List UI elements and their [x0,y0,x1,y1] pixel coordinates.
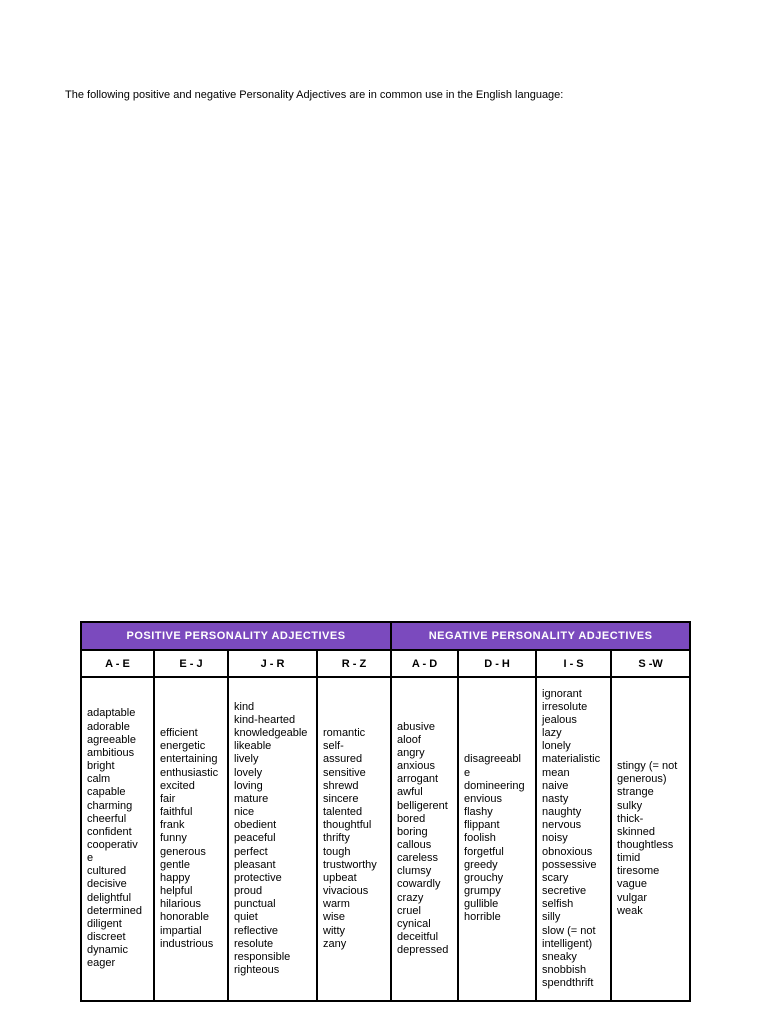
adjective-item: eager [87,957,116,970]
adjective-item: irresolute [542,700,588,713]
adjective-item: self- assured [323,740,363,766]
adjective-item: snobbish [542,963,587,976]
adjective-column-positive-e-j [154,677,228,1001]
adjective-item: tiresome [617,865,660,878]
adjective-item: cynical [397,917,431,930]
range-header: A - E [81,650,154,677]
adjective-item: wise [323,911,346,924]
adjective-item: obedient [234,819,277,832]
adjective-item: efficient [160,727,198,740]
adjective-item: depressed [397,944,449,957]
adjective-lists-row [81,677,690,1001]
adjective-item: kind [234,700,255,713]
adjective-item: gentle [160,858,190,871]
adjective-item: lonely [542,740,571,753]
adjective-item: sneaky [542,950,577,963]
adjective-item: quiet [234,911,258,924]
adjective-item: thoughtful [323,819,372,832]
range-header: R - Z [317,650,391,677]
adjective-item: grouchy [464,871,504,884]
adjective-item: belligerent [397,799,448,812]
adjective-item: bored [397,812,426,825]
adjective-item: deceitful [397,931,439,944]
adjective-column-negative-i-s [536,677,611,1001]
adjective-item: forgetful [464,845,504,858]
adjective-column-negative-s-w [611,677,690,1001]
adjective-item: cooperativ e [87,839,138,865]
adjective-item: ignorant [542,687,582,700]
adjective-item: fair [160,792,176,805]
adjective-item: impartial [160,924,202,937]
adjective-item: aloof [397,733,421,746]
adjective-item: warm [323,898,350,911]
range-header: D - H [458,650,536,677]
range-header: S -W [611,650,690,677]
adjective-item: discreet [87,931,126,944]
adjective-item: resolute [234,937,274,950]
adjective-item: responsible [234,950,291,963]
adjective-item: slow (= not intelligent) [542,924,596,950]
adjective-item: capable [87,786,126,799]
adjective-item: upbeat [323,871,357,884]
adjective-item: foolish [464,832,496,845]
adjective-item: stingy (= not generous) [617,760,678,786]
adjective-item: clumsy [397,865,432,878]
adjective-item: flashy [464,806,493,819]
adjective-item: careless [397,852,439,865]
adjective-item: faithful [160,806,193,819]
adjective-item: romantic [323,727,366,740]
adjective-item: diligent [87,917,122,930]
adjective-item: sensitive [323,766,366,779]
adjective-item: mature [234,792,269,805]
adjective-item: crazy [397,891,424,904]
adjective-item: lively [234,753,259,766]
adjective-item: silly [542,911,561,924]
personality-adjectives-table [80,621,691,1002]
adjective-item: knowledgeable [234,727,308,740]
adjective-item: hilarious [160,898,201,911]
adjective-item: domineering [464,779,525,792]
adjective-item: agreeable [87,733,136,746]
adjective-item: pleasant [234,858,276,871]
adjective-column-negative-d-h [458,677,536,1001]
adjective-item: strange [617,786,654,799]
adjective-item: charming [87,799,133,812]
adjective-item: ambitious [87,746,135,759]
adjective-item: envious [464,792,502,805]
adjective-item: weak [617,904,643,917]
adjective-item: sulky [617,799,643,812]
adjective-item: cheerful [87,812,127,825]
adjective-item: possessive [542,858,597,871]
adjective-item: cowardly [397,878,441,891]
adjective-item: nasty [542,792,569,805]
adjective-column-positive-a-e [81,677,154,1001]
adjective-item: naive [542,779,569,792]
adjective-item: decisive [87,878,127,891]
adjective-item: talented [323,806,363,819]
adjective-item: calm [87,773,111,786]
adjective-item: witty [323,924,345,937]
range-header: E - J [154,650,228,677]
adjective-item: arrogant [397,773,439,786]
adjective-item: timid [617,852,641,865]
adjective-item: vulgar [617,891,648,904]
adjective-item: flippant [464,819,500,832]
adjective-item: cruel [397,904,421,917]
adjective-item: angry [397,746,425,759]
adjective-item: delightful [87,891,132,904]
intro-paragraph: The following positive and negative Personality Adjectives are in common use in the English language: [65,89,564,101]
adjective-column-negative-a-d [391,677,458,1001]
adjective-item: helpful [160,885,193,898]
adjective-item: noisy [542,832,568,845]
adjective-item: loving [234,779,263,792]
adjective-item: grumpy [464,885,501,898]
adjective-item: generous [160,845,206,858]
adjective-item: peaceful [234,832,276,845]
adjective-item: righteous [234,963,280,976]
adjective-item: enthusiastic [160,766,219,779]
adjective-item: reflective [234,924,279,937]
adjective-item: mean [542,766,570,779]
adjective-item: disagreeabl e [464,753,521,779]
range-header: J - R [228,650,317,677]
adjective-item: frank [160,819,185,832]
adjective-item: confident [87,825,132,838]
adjective-item: callous [397,839,432,851]
adjective-item: tough [323,845,351,858]
negative-adjectives-header: NEGATIVE PERSONALITY ADJECTIVES [391,622,690,650]
adjective-item: perfect [234,845,268,858]
adjective-item: industrious [160,937,214,950]
adjective-item: selfish [542,898,574,911]
positive-adjectives-header: POSITIVE PERSONALITY ADJECTIVES [81,622,391,650]
adjective-item: jealous [542,714,577,727]
adjective-item: happy [160,871,190,884]
adjective-item: kind-hearted [234,714,296,727]
adjective-item: gullible [464,898,499,911]
adjective-item: honorable [160,911,209,924]
adjective-item: trustworthy [323,858,377,871]
group-header-row [81,622,690,650]
adjective-column-positive-r-z [317,677,391,1001]
adjective-item: boring [397,825,428,838]
adjective-item: likeable [234,740,272,753]
adjective-item: nervous [542,819,582,832]
adjective-item: punctual [234,898,276,911]
adjective-item: protective [234,871,282,884]
adjective-item: zany [323,937,347,950]
adjective-item: scary [542,871,569,884]
adjective-item: excited [160,779,195,792]
adjective-item: energetic [160,740,206,753]
adjective-item: nice [234,806,255,819]
adjective-item: bright [87,760,115,773]
adjective-item: obnoxious [542,845,593,858]
adjective-item: lazy [542,727,562,740]
adjective-item: thrifty [323,832,350,845]
adjective-item: dynamic [87,944,128,957]
adjective-item: sincere [323,792,359,805]
adjective-item: vivacious [323,885,369,898]
adjective-item: shrewd [323,779,359,792]
adjective-item: thick- skinned [617,812,655,838]
adjective-item: materialistic [542,753,601,766]
adjective-item: secretive [542,885,587,898]
adjective-item: cultured [87,865,127,878]
range-header: I - S [536,650,611,677]
adjective-item: spendthrift [542,977,594,990]
range-header-row [81,650,690,677]
adjective-item: vague [617,878,648,891]
adjective-item: naughty [542,806,582,819]
adjective-item: awful [397,786,423,799]
adjective-item: thoughtless [617,839,674,851]
adjective-item: horrible [464,911,501,924]
adjective-item: entertaining [160,753,218,766]
adjective-item: adaptable [87,707,136,720]
adjective-item: abusive [397,720,435,733]
adjective-item: lovely [234,766,263,779]
adjective-item: proud [234,885,263,898]
adjective-item: anxious [397,760,435,773]
adjective-item: determined [87,904,143,917]
adjective-item: funny [160,832,187,845]
adjective-item: adorable [87,720,130,733]
range-header: A - D [391,650,458,677]
adjective-column-positive-j-r [228,677,317,1001]
adjective-item: greedy [464,858,498,871]
